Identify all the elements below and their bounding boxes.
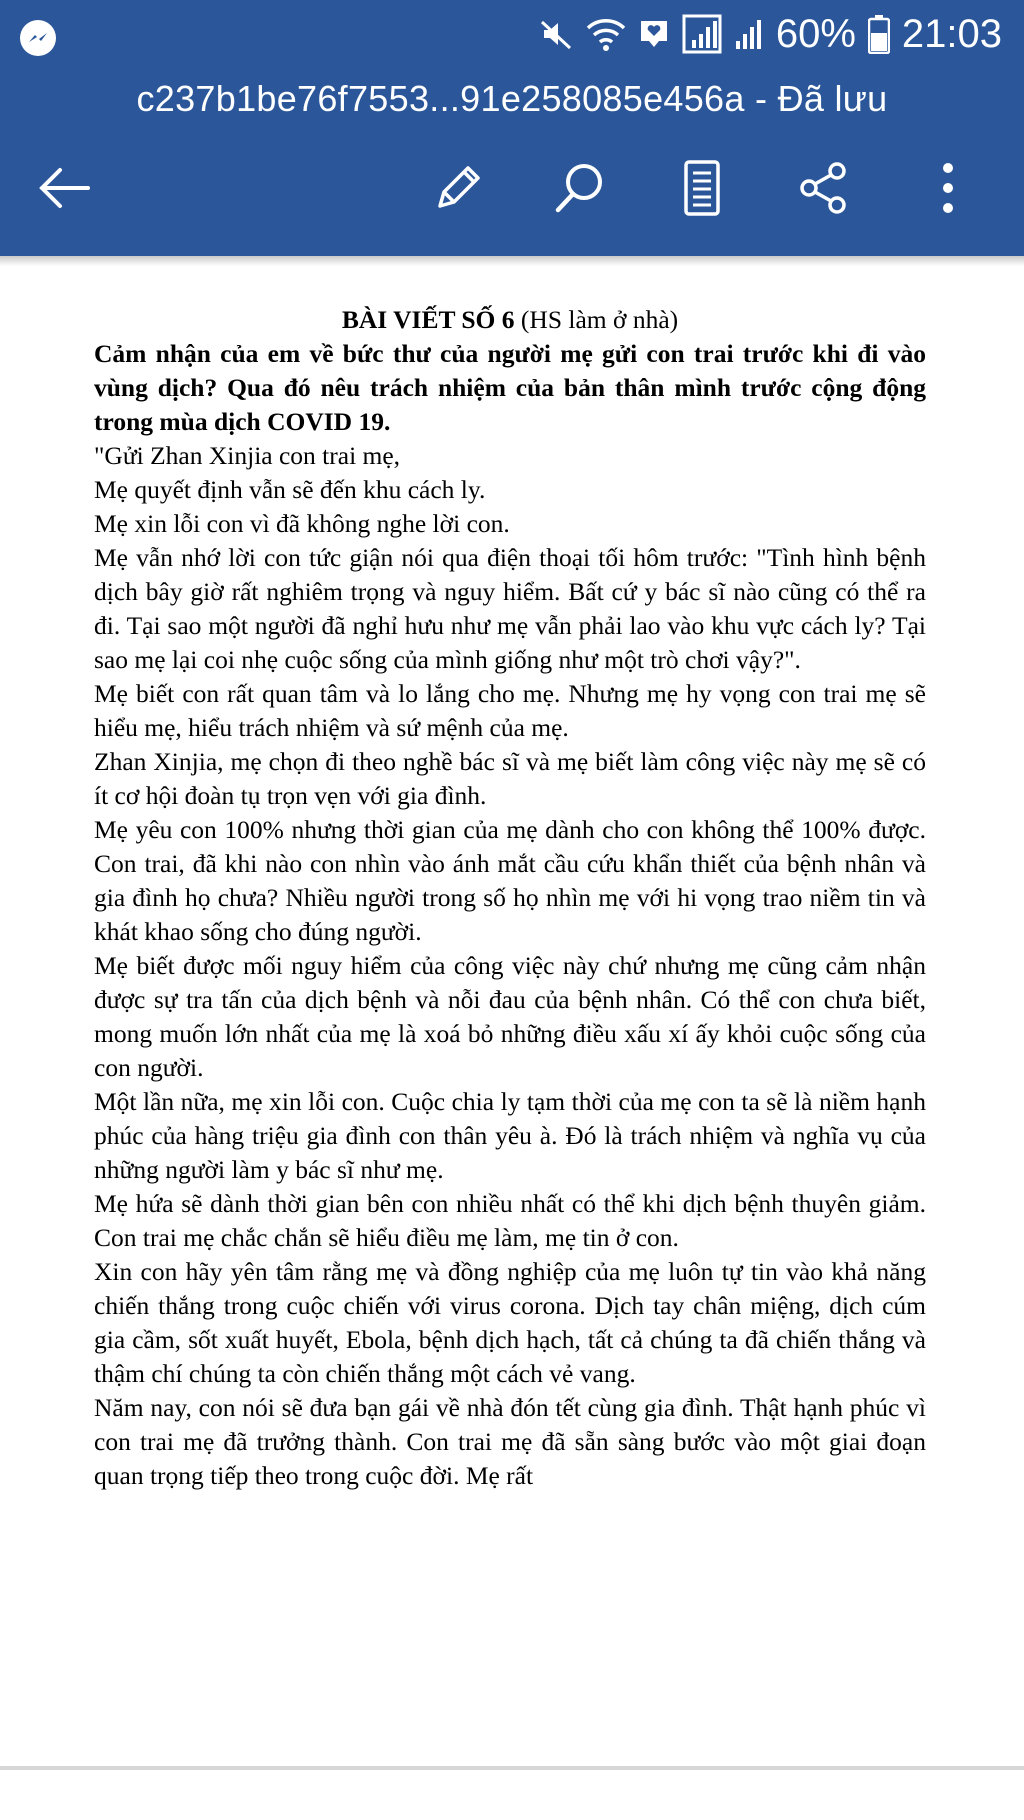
status-icons: [538, 12, 1002, 56]
paragraph: Mẹ quyết định vẫn sẽ đến khu cách ly.: [94, 475, 486, 504]
signal-icon: [734, 17, 764, 51]
heading-bold: BÀI VIẾT SỐ 6: [341, 305, 515, 334]
battery-percent: 60%: [775, 11, 856, 56]
more-options-icon[interactable]: [916, 156, 980, 220]
paragraph: Mẹ biết được mối nguy hiểm của công việc này chứ nhưng mẹ cũng cảm nhận được sự tra tấn của dịch bệnh và nỗi đau của bệnh nhân. Có thể con chưa biết, mong muốn lớn nhất của mẹ là xoá bỏ những điều xấu xí ấy khỏi cuộc sống của con người.: [94, 951, 926, 1082]
paragraph: "Gửi Zhan Xinjia con trai mẹ,: [94, 441, 401, 470]
mute-icon: [538, 16, 574, 52]
app-bar-shadow: [0, 256, 1024, 266]
paragraph: Một lần nữa, mẹ xin lỗi con. Cuộc chia ly tạm thời của mẹ con ta sẽ là niềm hạnh phúc của hàng triệu gia đình con thân yêu à. Đó là trách nhiệm và nghĩa vụ của những người làm y bác sĩ như mẹ.: [94, 1087, 926, 1184]
paragraph: Năm nay, con nói sẽ đưa bạn gái về nhà đón tết cùng gia đình. Thật hạnh phúc vì con trai mẹ đã trưởng thành. Con trai mẹ đã sẵn sàng bước vào một giai đoạn quan trọng tiếp theo trong cuộc đời. Mẹ rất: [94, 1393, 926, 1490]
document-heading: [94, 303, 926, 337]
messenger-icon[interactable]: [20, 20, 56, 56]
document-page[interactable]: [94, 303, 926, 1493]
letter-body: [94, 439, 926, 1493]
heading-note: (HS làm ở nhà): [514, 305, 679, 334]
sim-signal-icon: [682, 14, 722, 54]
paragraph: Mẹ biết con rất quan tâm và lo lắng cho mẹ. Nhưng mẹ hy vọng con trai mẹ sẽ hiểu mẹ, hiểu trách nhiệm và sứ mệnh của mẹ.: [94, 679, 926, 742]
paragraph: Zhan Xinjia, mẹ chọn đi theo nghề bác sĩ và mẹ biết làm công việc này mẹ sẽ có ít cơ hội đoàn tụ trọn vẹn với gia đình.: [94, 747, 926, 810]
search-icon[interactable]: [548, 156, 612, 220]
back-arrow-icon[interactable]: [32, 156, 96, 220]
clock: 21:03: [901, 11, 1002, 56]
notification-icon: [638, 17, 670, 51]
reading-view-icon[interactable]: [670, 156, 734, 220]
paragraph: Mẹ yêu con 100% nhưng thời gian của mẹ dành cho con không thể 100% được. Con trai, đã khi nào con nhìn vào ánh mắt cầu cứu khẩn thiết của bệnh nhân và gia đình họ chưa? Nhiều người trong số họ nhìn mẹ với hi vọng trao niềm tin và khát khao sống cho đúng người.: [94, 815, 926, 946]
battery-icon: [868, 14, 890, 54]
app-bar: [0, 0, 1024, 256]
share-icon[interactable]: [792, 156, 856, 220]
status-bar: [0, 0, 1024, 68]
paragraph: Xin con hãy yên tâm rằng mẹ và đồng nghiệp của mẹ luôn tự tin vào khả năng chiến thắng trong cuộc chiến với virus corona. Dịch tay chân miệng, dịch cúm gia cầm, sốt xuất huyết, Ebola, bệnh dịch hạch, tất cả chúng ta đã chiến thắng và thậm chí chúng ta còn chiến thắng một cách vẻ vang.: [94, 1257, 926, 1388]
essay-question: Cảm nhận của em về bức thư của người mẹ gửi con trai trước khi đi vào vùng dịch? Qua đó nêu trách nhiệm của bản thân mình trước cộng động trong mùa dịch COVID 19.: [94, 339, 926, 436]
document-title: c237b1be76f7553...91e258085e456a - Đã lưu: [136, 78, 888, 119]
paragraph: Mẹ hứa sẽ dành thời gian bên con nhiều nhất có thể khi dịch bệnh thuyên giảm. Con trai mẹ chắc chắn sẽ hiểu điều mẹ làm, mẹ tin ở con.: [94, 1189, 926, 1252]
bottom-bar: [0, 1770, 1024, 1820]
paragraph: Mẹ vẫn nhớ lời con tức giận nói qua điện thoại tối hôm trước: "Tình hình bệnh dịch bây giờ rất nghiêm trọng và nguy hiểm. Bất cứ y bác sĩ nào cũng có thể ra đi. Tại sao một người đã nghỉ hưu như mẹ vẫn phải lao vào khu vực cách ly? Tại sao mẹ lại coi nhẹ cuộc sống của mình giống như một trò chơi vậy?".: [94, 543, 926, 674]
wifi-icon: [586, 16, 626, 52]
paragraph: Mẹ xin lỗi con vì đã không nghe lời con.: [94, 509, 510, 538]
pencil-icon[interactable]: [426, 156, 490, 220]
